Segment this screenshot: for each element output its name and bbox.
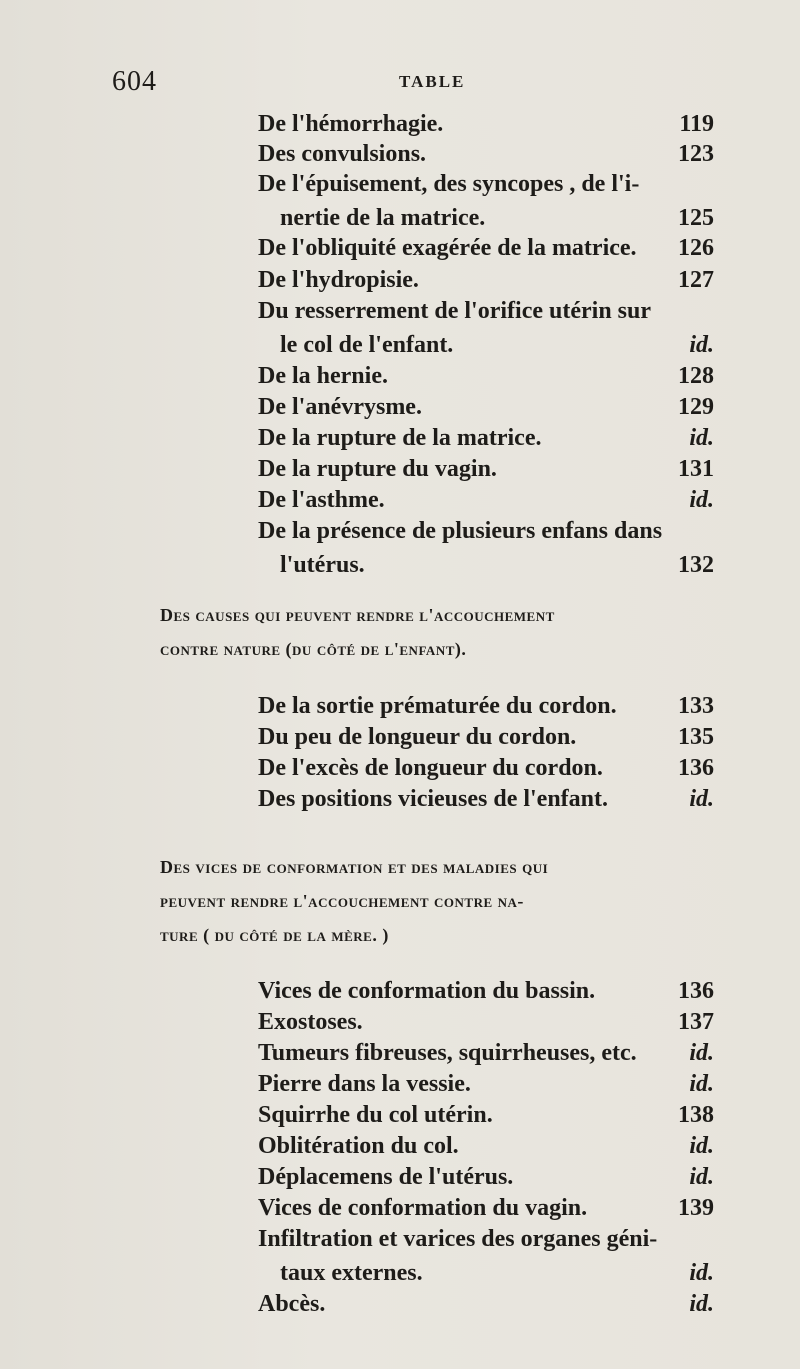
entry-page: id.	[689, 786, 714, 812]
entry-page: 126	[678, 235, 714, 261]
entry-title: De l'hémorrhagie.	[258, 111, 444, 137]
section-heading-line: peuvent rendre l'accouchement contre na-	[160, 891, 524, 911]
entry-title: Oblitération du col.	[258, 1133, 459, 1159]
entry-page: 136	[678, 755, 714, 781]
entry-title: De l'épuisement, des syncopes , de l'i-	[258, 171, 640, 197]
entry-page: id.	[689, 425, 714, 451]
entry-page: 125	[678, 205, 714, 231]
entry-title: De la rupture du vagin.	[258, 456, 497, 482]
section-heading-line: Des vices de conformation et des maladies qui	[160, 857, 549, 877]
toc-entry	[258, 1225, 728, 1287]
toc-entry	[258, 517, 728, 579]
entry-title: Pierre dans la vessie.	[258, 1071, 471, 1097]
entry-title: Tumeurs fibreuses, squirrheuses, etc.	[258, 1040, 637, 1066]
entry-title-continued: nertie de la matrice.	[280, 205, 486, 231]
entry-title: De la sortie prématurée du cordon.	[258, 693, 617, 719]
entry-page: 135	[678, 724, 714, 750]
toc-entry	[258, 977, 728, 1005]
entry-page: 132	[678, 552, 714, 578]
entry-page: 123	[678, 141, 714, 167]
entry-title: De l'anévrysme.	[258, 394, 422, 420]
entry-title: Du peu de longueur du cordon.	[258, 724, 577, 750]
section-heading-mere	[160, 850, 720, 952]
toc-entry	[258, 692, 728, 720]
toc-entry	[258, 1194, 728, 1222]
toc-entry	[258, 1070, 728, 1098]
toc-entry	[258, 362, 728, 390]
entry-title-continued: taux externes.	[280, 1260, 423, 1286]
toc-entry	[258, 1039, 728, 1067]
entry-title: Des positions vicieuses de l'enfant.	[258, 786, 609, 812]
toc-entry	[258, 140, 728, 168]
toc-entry	[258, 1008, 728, 1036]
section-heading-line: ture ( du côté de la mère. )	[160, 925, 389, 945]
entry-page: 129	[678, 394, 714, 420]
entry-page: id.	[689, 1040, 714, 1066]
section-heading-line: Des causes qui peuvent rendre l'accouchement	[160, 605, 555, 625]
entry-title: Squirrhe du col utérin.	[258, 1102, 493, 1128]
entry-title: Déplacemens de l'utérus.	[258, 1164, 514, 1190]
entry-title: Infiltration et varices des organes géni-	[258, 1226, 658, 1252]
toc-entry	[258, 1290, 728, 1318]
entry-title-continued: le col de l'enfant.	[280, 332, 454, 358]
entry-title: Exostoses.	[258, 1009, 363, 1035]
page-header	[112, 66, 672, 98]
entry-title: Du resserrement de l'orifice utérin sur	[258, 298, 652, 324]
toc-entry	[258, 170, 728, 232]
toc-entry	[258, 266, 728, 294]
entry-page: 133	[678, 693, 714, 719]
entry-title: De la hernie.	[258, 363, 388, 389]
toc-entry	[258, 486, 728, 514]
toc-entry	[258, 1101, 728, 1129]
entry-page: 127	[678, 267, 714, 293]
toc-entry	[258, 754, 728, 782]
entry-title: De la rupture de la matrice.	[258, 425, 542, 451]
toc-entry	[258, 424, 728, 452]
entry-page: 131	[678, 456, 714, 482]
toc-entry	[258, 110, 728, 138]
entry-page: id.	[689, 1071, 714, 1097]
section-heading-line: contre nature (du côté de l'enfant).	[160, 639, 467, 659]
entry-title: Vices de conformation du bassin.	[258, 978, 596, 1004]
entry-page: id.	[689, 1164, 714, 1190]
entry-page: id.	[689, 487, 714, 513]
entry-title: De la présence de plusieurs enfans dans	[258, 518, 663, 544]
entry-page: id.	[689, 1291, 714, 1317]
entry-title: De l'obliquité exagérée de la matrice.	[258, 235, 637, 261]
entry-page: 128	[678, 363, 714, 389]
entry-page: 138	[678, 1102, 714, 1128]
entry-page: 119	[679, 111, 714, 137]
page-number: 604	[112, 66, 157, 97]
entry-title: De l'hydropisie.	[258, 267, 419, 293]
entry-page: 136	[678, 978, 714, 1004]
running-head: TABLE	[399, 72, 466, 91]
entry-title: De l'excès de longueur du cordon.	[258, 755, 603, 781]
toc-entry	[258, 455, 728, 483]
section-heading-enfant	[160, 598, 720, 666]
toc-entry	[258, 393, 728, 421]
entry-title: De l'asthme.	[258, 487, 385, 513]
entry-page: 139	[678, 1195, 714, 1221]
entry-title-continued: l'utérus.	[280, 552, 365, 578]
entry-page: 137	[678, 1009, 714, 1035]
toc-entry	[258, 1132, 728, 1160]
toc-entry	[258, 723, 728, 751]
toc-entry	[258, 234, 728, 262]
entry-page: id.	[689, 1133, 714, 1159]
entry-title: Abcès.	[258, 1291, 326, 1317]
entry-page: id.	[689, 1260, 714, 1286]
entry-title: Vices de conformation du vagin.	[258, 1195, 588, 1221]
entry-title: Des convulsions.	[258, 141, 427, 167]
toc-entry	[258, 297, 728, 359]
toc-entry	[258, 1163, 728, 1191]
toc-entry	[258, 785, 728, 813]
entry-page: id.	[689, 332, 714, 358]
